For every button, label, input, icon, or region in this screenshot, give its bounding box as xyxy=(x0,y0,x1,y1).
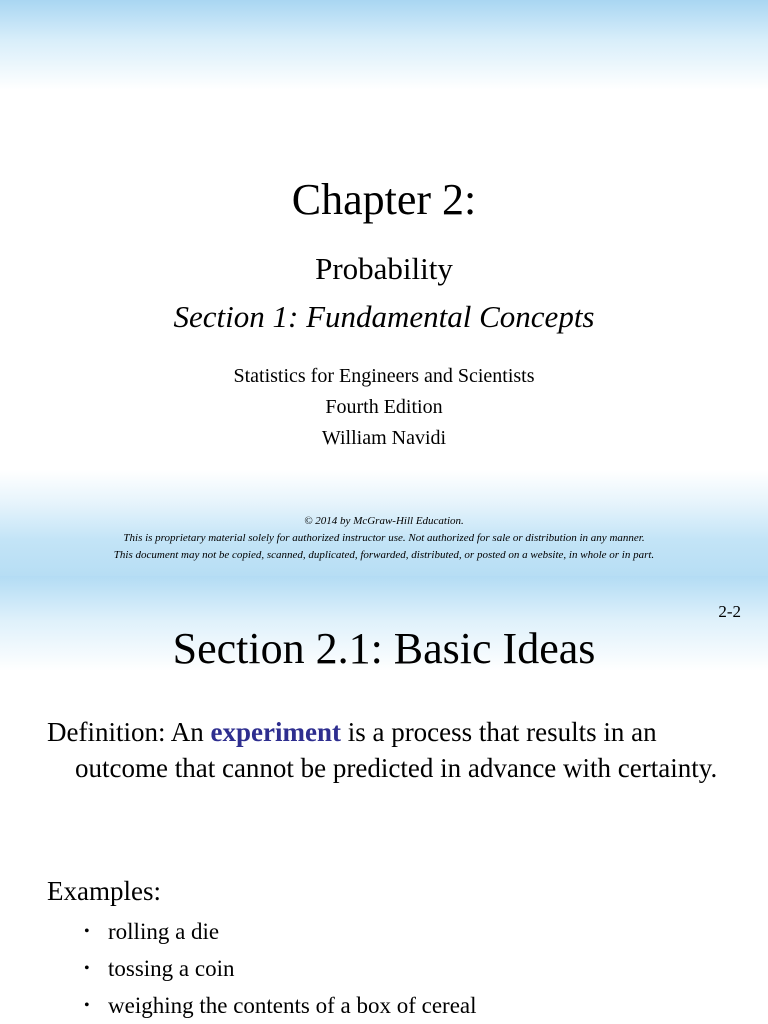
section-title: Section 1: Fundamental Concepts xyxy=(173,299,595,334)
list-item xyxy=(84,950,477,987)
slide-title: Section 2.1: Basic Ideas xyxy=(172,624,596,673)
subtitle: Probability xyxy=(315,251,453,286)
copyright-line: © 2014 by McGraw-Hill Education. xyxy=(304,515,464,527)
chapter-title: Chapter 2: xyxy=(291,175,477,224)
copyright-line: This is proprietary material solely for authorized instructor use. Not authorized for sale or distribution in any manner. xyxy=(123,532,645,544)
examples-label: Examples: xyxy=(47,876,161,906)
bullet-icon: • xyxy=(84,923,90,940)
definition-term: experiment xyxy=(210,717,341,747)
bullet-icon: • xyxy=(84,997,90,1014)
definition-paragraph xyxy=(47,714,755,786)
list-item-text: weighing the contents of a box of cereal xyxy=(108,993,477,1018)
list-item xyxy=(84,987,477,1024)
book-title: Statistics for Engineers and Scientists xyxy=(233,365,535,387)
definition-prefix: Definition: An xyxy=(47,717,211,747)
bullet-icon: • xyxy=(84,960,90,977)
edition: Fourth Edition xyxy=(325,396,443,418)
copyright-line: This document may not be copied, scanned, duplicated, forwarded, distributed, or posted on a website, in whole or in part. xyxy=(113,549,655,561)
author: William Navidi xyxy=(321,427,447,449)
content-slide xyxy=(0,576,768,1024)
list-item xyxy=(84,913,477,950)
definition-suffix: is a process that results in an outcome that cannot be predicted in advance with certainty. xyxy=(75,717,718,783)
examples-list xyxy=(84,913,477,1024)
slide-number: 2-2 xyxy=(718,602,741,621)
list-item-text: tossing a coin xyxy=(108,956,235,981)
list-item-text: rolling a die xyxy=(108,919,220,944)
